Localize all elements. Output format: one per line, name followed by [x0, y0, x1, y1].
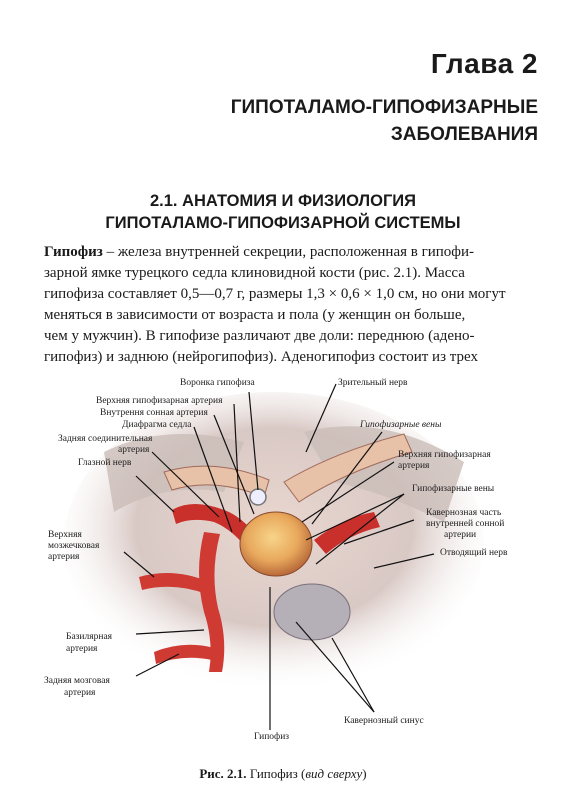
label-superior-cerebellar-3: артерия — [48, 552, 80, 562]
chapter-title — [231, 94, 538, 148]
body-line-4: меняться в зависимости от возраста и пола (у женщин он больше, — [44, 307, 466, 323]
label-hypophyseal-veins-1: Гипофизарные вены — [360, 420, 442, 430]
label-optic-nerve: Зрительный нерв — [338, 378, 408, 388]
label-basilar-2: артерия — [66, 644, 98, 654]
label-posterior-communicating: Задняя соединительная — [58, 434, 153, 444]
caption-italic: вид сверху — [305, 766, 363, 781]
label-posterior-cerebral-2: артерия — [64, 688, 96, 698]
label-superior-cerebellar-1: Верхняя — [48, 530, 82, 540]
pituitary-gland — [240, 512, 312, 576]
figure-caption — [0, 766, 566, 782]
label-cavernous-part-2: внутренней сонной — [426, 519, 505, 529]
label-ophthalmic-nerve: Глазной нерв — [78, 458, 132, 468]
label-hypophyseal-veins-2: Гипофизарные вены — [412, 484, 495, 494]
body-line-5: чем у мужчин). В гипофизе различают две доли: переднюю (адено- — [44, 328, 475, 344]
label-superior-cerebellar-2: мозжечковая — [48, 541, 100, 551]
label-cavernous-part-3: артерии — [444, 530, 477, 540]
label-abducens-nerve: Отводящий нерв — [440, 548, 508, 558]
chapter-title-line2: ЗАБОЛЕВАНИЯ — [390, 124, 538, 145]
infundibulum — [250, 489, 266, 505]
label-infundibulum: Воронка гипофиза — [180, 378, 255, 388]
label-pituitary: Гипофиз — [254, 732, 290, 742]
body-line-3: гипофиза составляет 0,5—0,7 г, размеры 1,3 × 0,6 × 1,0 см, но они могут — [44, 286, 506, 302]
body-line1-rest: – железа внутренней секреции, расположенная в гипофи- — [102, 244, 475, 260]
body-paragraph — [44, 242, 540, 368]
anatomy-figure — [44, 372, 544, 750]
label-cavernous-sinus: Кавернозный синус — [344, 716, 424, 726]
label-diaphragm-sellae: Диафрагма седла — [122, 420, 192, 430]
label-posterior-cerebral-1: Задняя мозговая — [44, 676, 110, 686]
label-cavernous-part-1: Кавернозная часть — [426, 508, 502, 518]
caption-label: Рис. 2.1. — [199, 766, 247, 781]
cavernous-sinus — [274, 584, 350, 640]
chapter-label: Глава 2 — [430, 48, 538, 79]
label-internal-carotid: Внутрення сонная артерия — [100, 408, 208, 418]
section-title-line2: ГИПОТАЛАМО-ГИПОФИЗАРНОЙ СИСТЕМЫ — [105, 214, 461, 232]
label-basilar-1: Базилярная — [66, 632, 113, 642]
caption-text: Гипофиз ( — [246, 766, 306, 781]
section-title-line1: 2.1. АНАТОМИЯ И ФИЗИОЛОГИЯ — [149, 192, 417, 210]
body-line-6: гипофиз) и заднюю (нейрогипофиз). Аденогипофиз состоит из трех — [44, 349, 478, 365]
body-line-2: зарной ямке турецкого седла клиновидной кости (рис. 2.1). Масса — [44, 265, 465, 281]
term-bold: Гипофиз — [44, 244, 103, 260]
label-superior-hypophyseal-right-1: Верхняя гипофизарная — [398, 450, 491, 460]
pituitary-illustration — [44, 372, 544, 750]
label-posterior-communicating-2: артерия — [118, 445, 150, 455]
label-superior-hypophyseal-artery-left: Верхняя гипофизарная артерия — [96, 396, 223, 406]
section-title — [0, 190, 566, 234]
label-superior-hypophyseal-right-2: артерия — [398, 461, 430, 471]
caption-end: ) — [362, 766, 367, 781]
body-line-1 — [44, 242, 540, 263]
chapter-title-line1: ГИПОТАЛАМО-ГИПОФИЗАРНЫЕ — [230, 97, 538, 118]
